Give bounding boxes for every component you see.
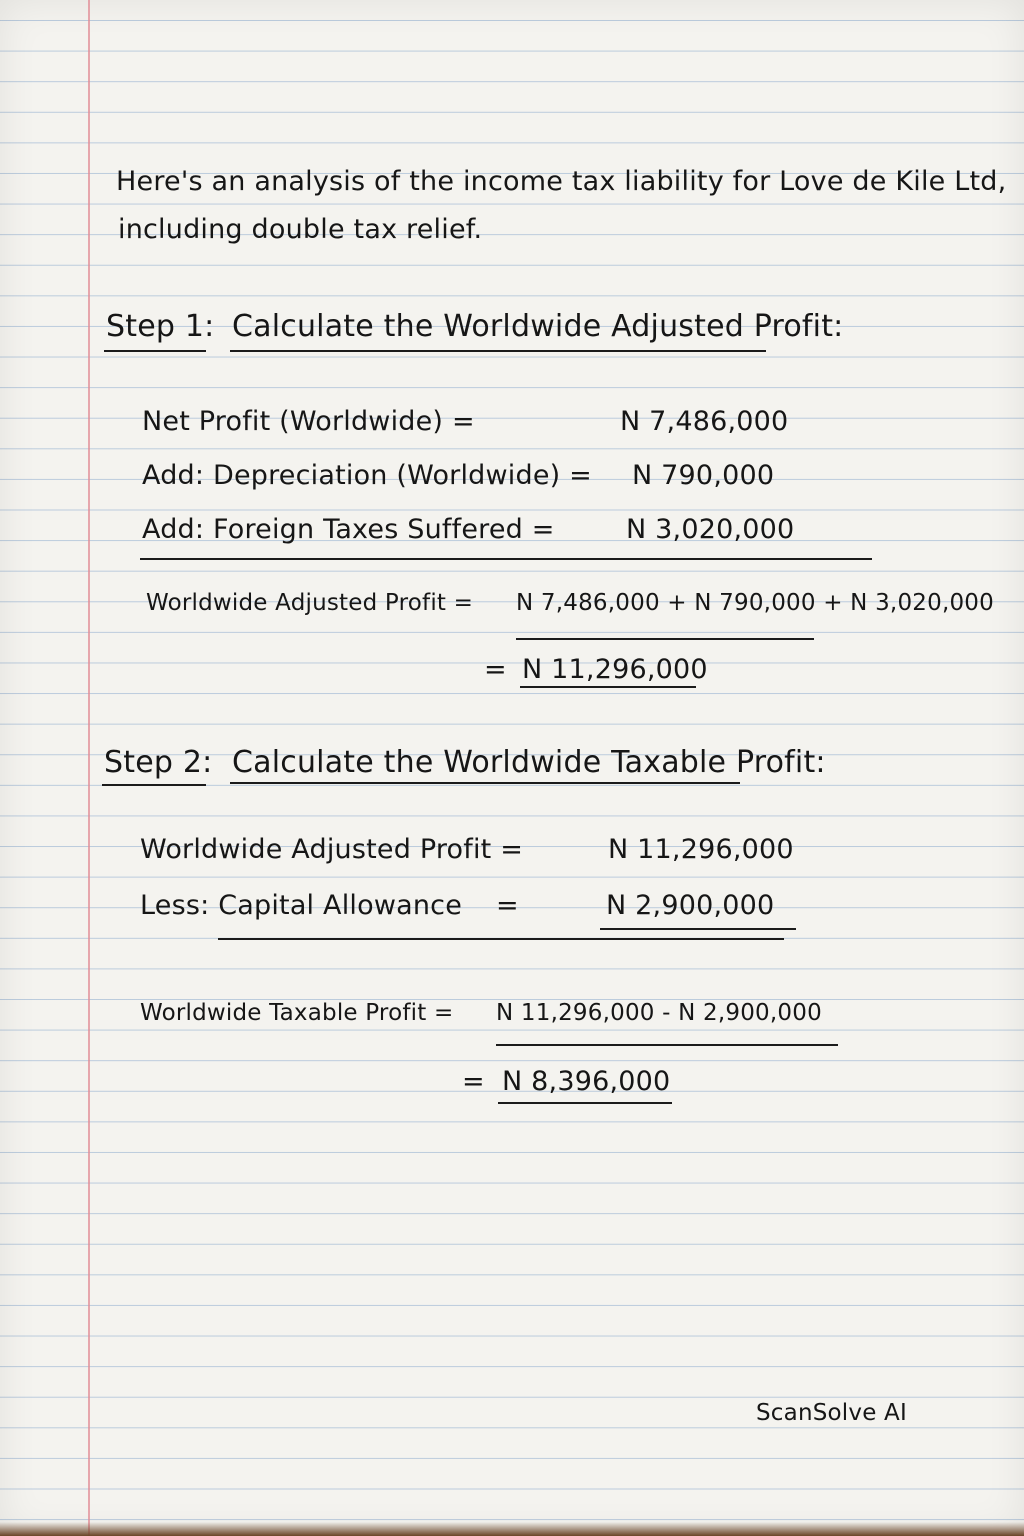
step1-result: N 11,296,000 [522, 654, 708, 685]
step1-sum-rule [140, 558, 872, 560]
step1-row-value: N 3,020,000 [626, 514, 795, 545]
step1-formula-label: Worldwide Adjusted Profit = [146, 590, 474, 616]
step1-result-underline [520, 686, 696, 688]
brand-signature: ScanSolve AI [756, 1400, 907, 1426]
step2-row-equals: = [496, 890, 519, 921]
step1-formula-rule [516, 638, 814, 640]
step1-label: Step 1: [106, 309, 215, 344]
step2-label: Step 2: [104, 745, 213, 780]
intro-line-1: Here's an analysis of the income tax liability for Love de Kile Ltd, [116, 166, 1007, 197]
step2-row-label: Worldwide Adjusted Profit = [140, 834, 524, 865]
step1-row-value: N 790,000 [632, 460, 775, 491]
step2-title-underline [230, 782, 740, 784]
step1-label-underline [104, 350, 206, 352]
step2-row-label: Less: Capital Allowance [140, 890, 463, 921]
step2-formula-label: Worldwide Taxable Profit = [140, 1000, 454, 1026]
step1-row-label: Net Profit (Worldwide) = [142, 406, 475, 437]
step2-result-underline [498, 1102, 672, 1104]
intro-line-2: including double tax relief. [118, 214, 483, 245]
step2-sum-rule [218, 938, 784, 940]
step1-row-label: Add: Foreign Taxes Suffered = [142, 514, 555, 545]
step2-formula-rule [496, 1044, 838, 1046]
step1-row-label: Add: Depreciation (Worldwide) = [142, 460, 592, 491]
step1-title: Calculate the Worldwide Adjusted Profit: [232, 309, 844, 344]
step2-value-underline [600, 928, 796, 930]
step2-result-equals: = [462, 1066, 485, 1097]
step1-formula-expression: N 7,486,000 + N 790,000 + N 3,020,000 [516, 590, 994, 616]
margin-line [88, 0, 90, 1536]
step2-title: Calculate the Worldwide Taxable Profit: [232, 745, 826, 780]
step2-row-value: N 2,900,000 [606, 890, 775, 921]
step2-row-value: N 11,296,000 [608, 834, 794, 865]
step2-label-underline [102, 784, 206, 786]
step2-formula-expression: N 11,296,000 - N 2,900,000 [496, 1000, 822, 1026]
step2-result: N 8,396,000 [502, 1066, 671, 1097]
step1-row-value: N 7,486,000 [620, 406, 789, 437]
step1-result-equals: = [484, 654, 507, 685]
desk-edge [0, 1522, 1024, 1536]
step1-title-underline [230, 350, 766, 352]
